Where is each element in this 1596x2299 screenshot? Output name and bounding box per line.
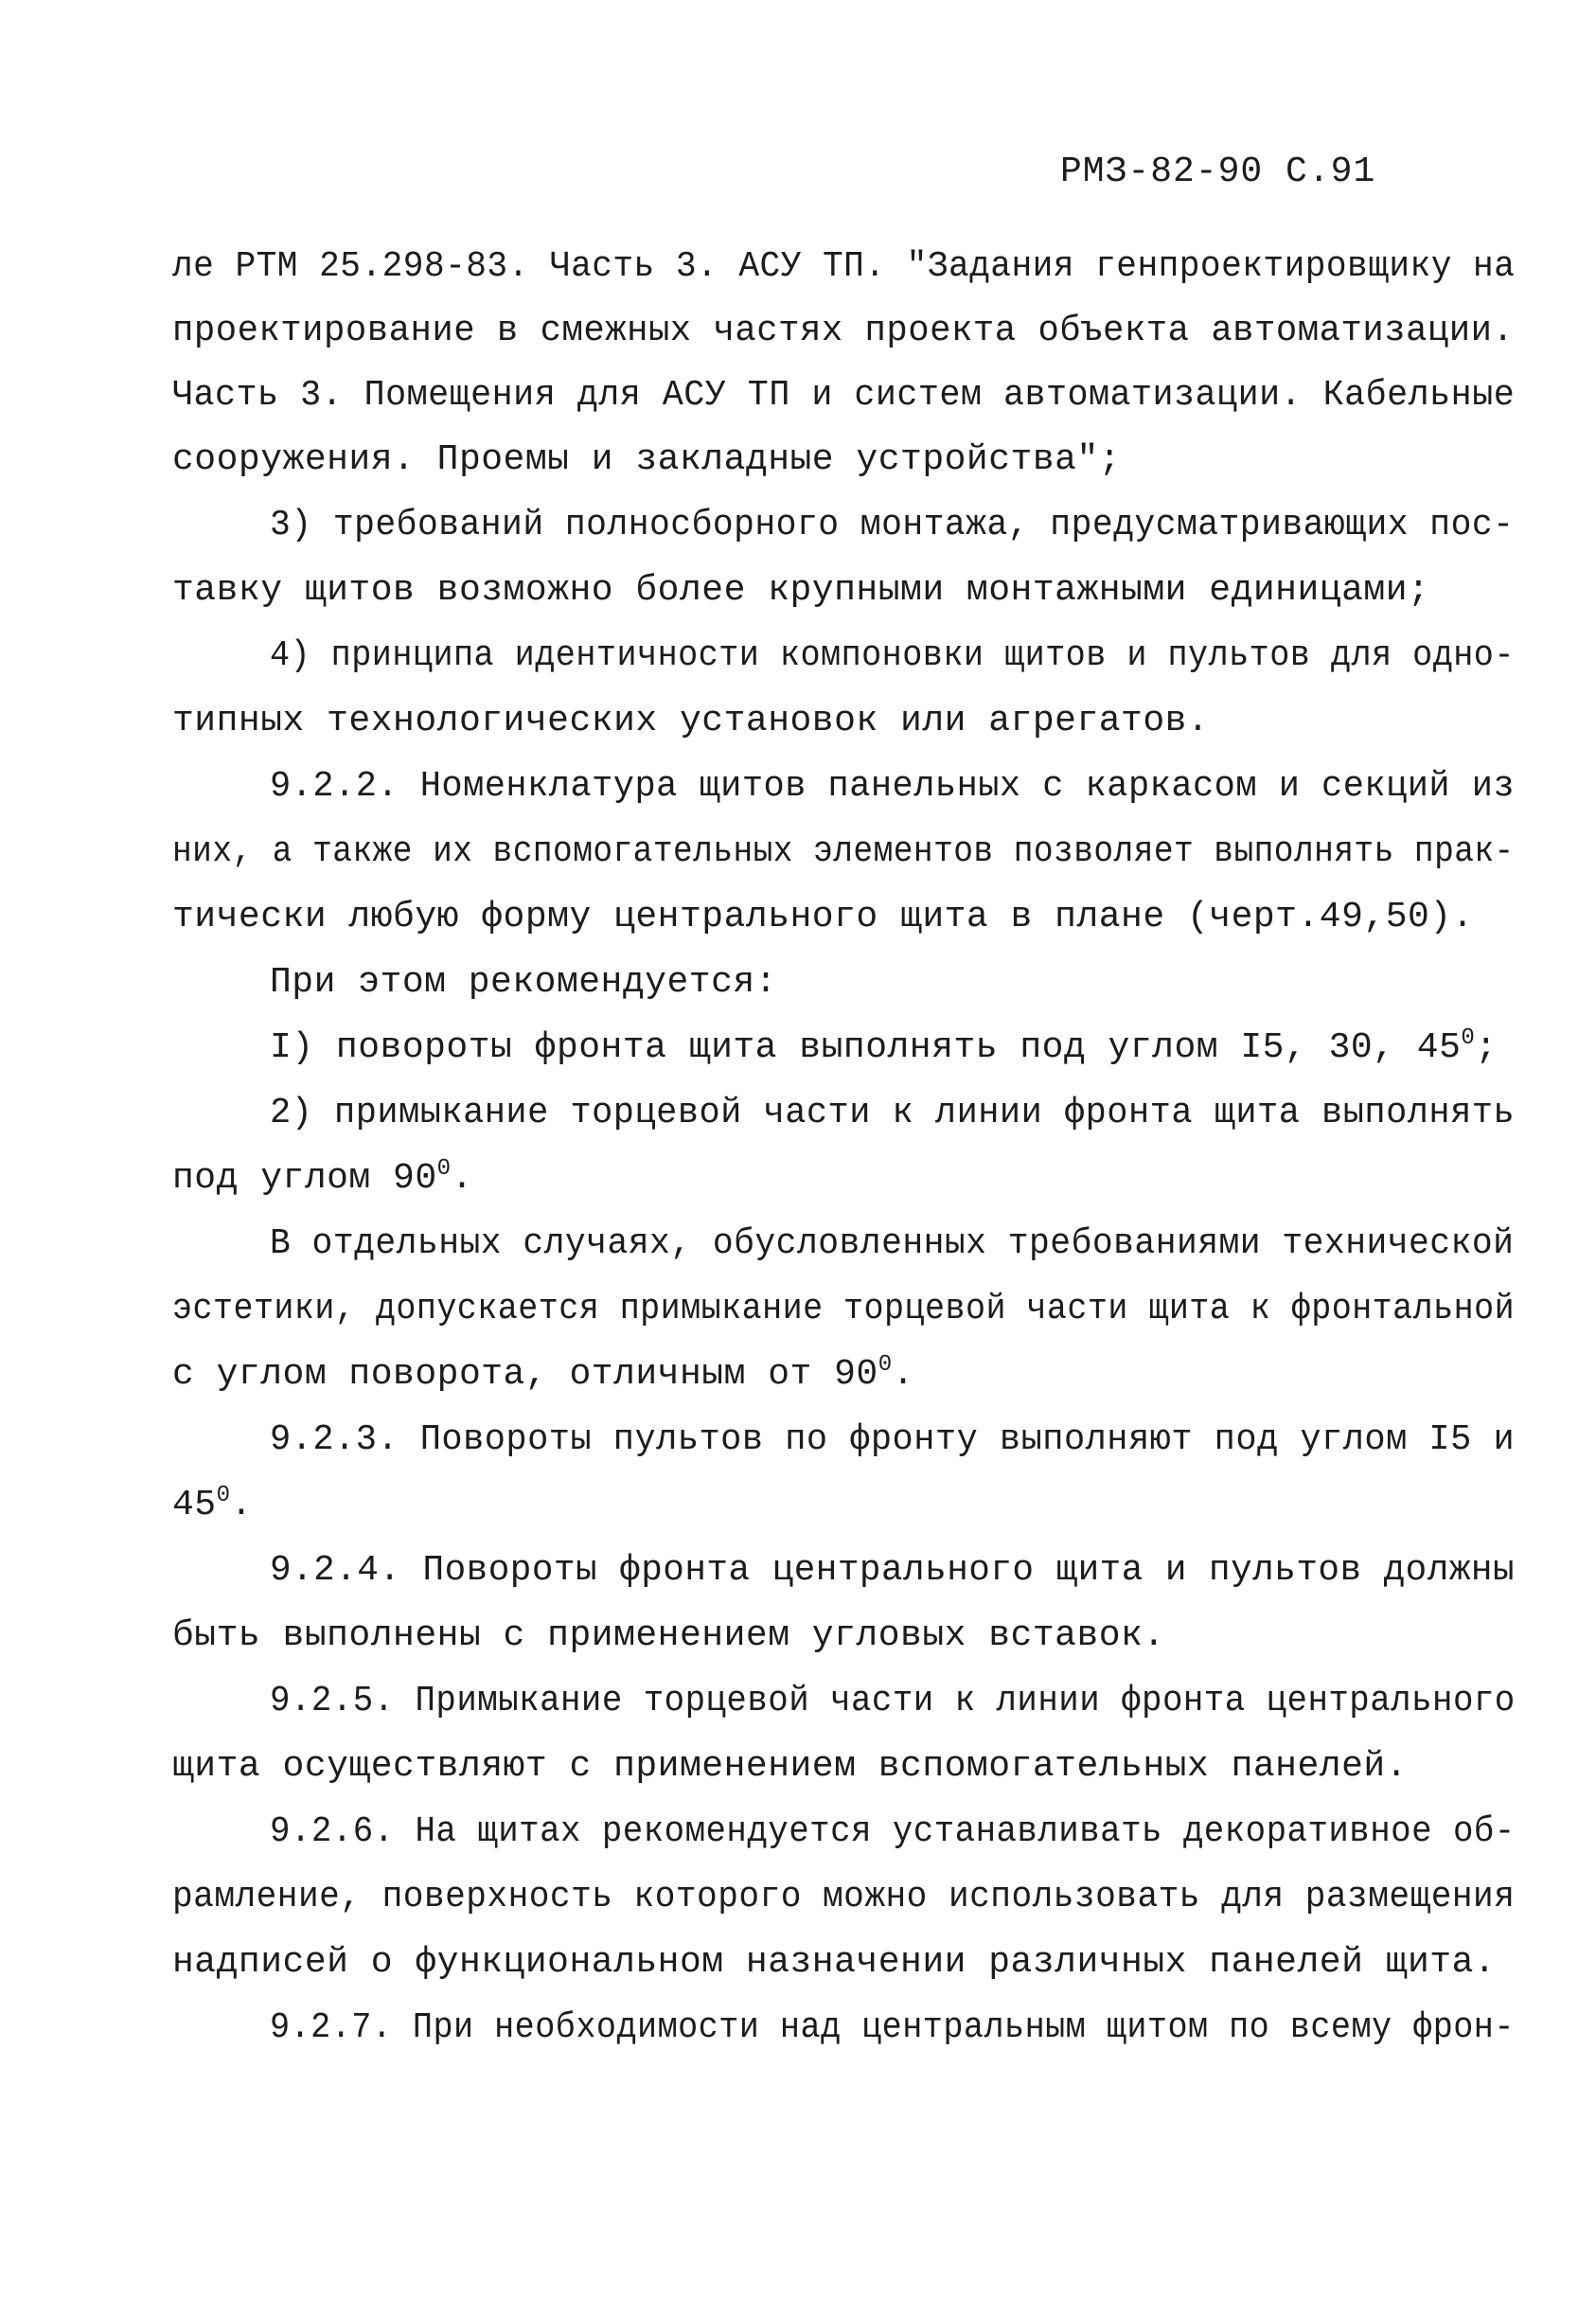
paragraph-first-line: 9.2.4. Повороты фронта центрального щита и пультов должны [270,1550,1516,1591]
text-line: ле РТМ 25.298-83. Часть 3. АСУ ТП. "Задания генпроектировщику на [172,246,1516,287]
paragraph-first-line: 4) принципа идентичности компоновки щитов и пультов для одно- [270,635,1515,676]
superscript: 0 [1461,1025,1476,1051]
text-line: эстетики, допускается примыкание торцевой части щита к фронтальной [172,1289,1516,1329]
superscript: 0 [216,1483,231,1508]
superscript: 0 [878,1352,893,1378]
document-code: РМЗ-82-90 С. [1060,151,1331,192]
paragraph-first-line: 9.2.3. Повороты пультов по фронту выполняют под углом I5 и [270,1419,1516,1460]
paragraph-first-line: 9.2.6. На щитах рекомендуется устанавливать декоративное об- [270,1811,1516,1852]
paragraph-first-line: 9.2.2. Номенклатура щитов панельных с каркасом и секций из [270,766,1516,807]
text-line: Часть 3. Помещения для АСУ ТП и систем автоматизации. Кабельные [172,375,1516,416]
paragraph-first-line: 9.2.5. Примыкание торцевой части к линии фронта центрального [270,1681,1516,1721]
paragraph-first-line: 9.2.7. При необходимости над центральным щитом по всему фрон- [270,2007,1515,2048]
paragraph-first-line: I) повороты фронта щита выполнять под углом I5, 30, $45^0$; [270,1025,1498,1068]
text-line: проектирование в смежных частях проекта объекта автоматизации. [172,311,1515,351]
page-number: 91 [1330,151,1376,192]
paragraph-first-line: При этом рекомендуется: [270,962,777,1003]
text-line: $45^0$. [172,1483,253,1525]
text-line: надписей о функциональном назначении различных панелей щита. [172,1942,1497,1983]
text-line: с углом поворота, отличным от $90^0$. [172,1352,914,1395]
text-line: тавку щитов возможно более крупными монтажными единицами; [172,570,1430,611]
text-line: под углом $90^0$. [172,1156,473,1199]
paragraph-first-line: 2) примыкание торцевой части к линии фронта щита выполнять [270,1093,1516,1133]
text-line: них, а также их вспомогательных элементов позволяет выполнять прак- [172,831,1515,872]
text-line: типных технологических установок или агрегатов. [172,701,1210,741]
text-line: тически любую форму центрального щита в плане (черт.49,50). [172,897,1474,937]
paragraph-first-line: 3) требований полносборного монтажа, предусматривающих пос- [270,505,1515,545]
text-line: быть выполнены с применением угловых вставок. [172,1615,1165,1656]
text-line: рамление, поверхность которого можно использовать для размещения [172,1877,1516,1917]
page-header [1060,151,1375,192]
text-line: сооружения. Проемы и закладные устройства"; [172,439,1122,480]
paragraph-first-line: В отдельных случаях, обусловленных требованиями технической [270,1223,1515,1264]
superscript: 0 [436,1156,452,1182]
text-line: щита осуществляют с применением вспомогательных панелей. [172,1746,1409,1787]
